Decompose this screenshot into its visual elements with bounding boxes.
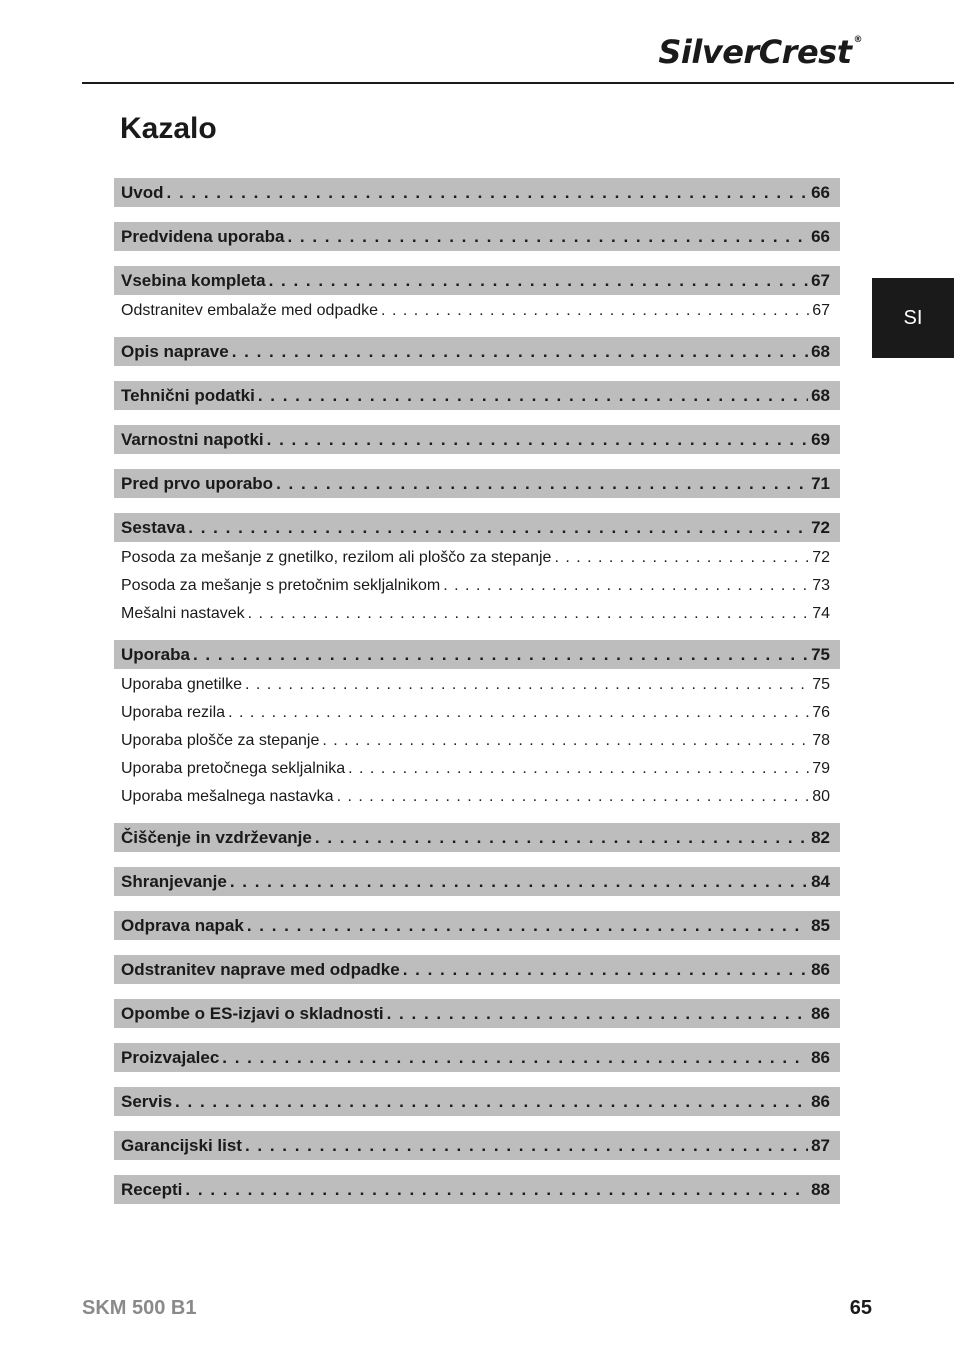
toc-section[interactable] — [114, 337, 840, 366]
header-rule — [82, 82, 954, 84]
toc-entry-label: Varnostni napotki — [121, 430, 264, 449]
toc-entry-label: Opombe o ES-izjavi o skladnosti — [121, 1004, 384, 1023]
toc-entry-label: Posoda za mešanje s pretočnim sekljalnikom — [121, 577, 441, 594]
toc-entry-label: Shranjevanje — [121, 872, 227, 891]
toc-entry-label: Uporaba gnetilke — [121, 676, 242, 693]
dot-leader — [554, 544, 809, 572]
toc-entry-page: 86 — [811, 1004, 830, 1023]
toc-section[interactable] — [114, 911, 840, 940]
table-of-contents — [114, 178, 840, 1204]
toc-entry-label: Sestava — [121, 518, 186, 537]
toc-section[interactable] — [114, 867, 840, 896]
toc-subsection[interactable] — [114, 572, 840, 600]
brand-logo-text: SilverCrest — [658, 33, 852, 71]
dot-leader — [245, 671, 809, 699]
toc-entry-label: Recepti — [121, 1180, 183, 1199]
toc-entry-label: Garancijski list — [121, 1136, 242, 1155]
toc-section[interactable] — [114, 222, 840, 251]
toc-entry-label: Uporaba — [121, 645, 190, 664]
toc-section[interactable] — [114, 999, 840, 1028]
toc-subsection[interactable] — [114, 727, 840, 755]
toc-entry-label: Odprava napak — [121, 916, 244, 935]
dot-leader — [387, 999, 808, 1028]
toc-entry-page: 76 — [812, 704, 830, 721]
toc-entry-page: 82 — [811, 828, 830, 847]
toc-entry-page: 86 — [811, 1092, 830, 1111]
toc-entry-page: 85 — [811, 916, 830, 935]
page-title: Kazalo — [120, 112, 217, 145]
toc-entry-label: Uporaba plošče za stepanje — [121, 732, 320, 749]
dot-leader — [193, 640, 808, 669]
toc-section[interactable] — [114, 381, 840, 410]
dot-leader — [443, 572, 809, 600]
toc-entry-page: 74 — [812, 605, 830, 622]
toc-entry-label: Odstranitev naprave med odpadke — [121, 960, 400, 979]
dot-leader — [245, 1131, 808, 1160]
toc-entry-label: Vsebina kompleta — [121, 271, 266, 290]
toc-entry-page: 66 — [811, 183, 830, 202]
toc-section[interactable] — [114, 1175, 840, 1204]
toc-entry-label: Pred prvo uporabo — [121, 474, 274, 493]
toc-entry-label: Posoda za mešanje z gnetilko, rezilom ali ploščo za stepanje — [121, 549, 552, 566]
toc-entry-page: 66 — [811, 227, 830, 246]
toc-section[interactable] — [114, 640, 840, 669]
toc-subsection[interactable] — [114, 755, 840, 783]
dot-leader — [228, 699, 809, 727]
toc-entry-label: Uvod — [121, 183, 164, 202]
language-tab — [872, 278, 954, 358]
toc-entry-label: Tehnični podatki — [121, 386, 255, 405]
toc-entry-page: 68 — [811, 342, 830, 361]
toc-section[interactable] — [114, 266, 840, 295]
dot-leader — [188, 513, 808, 542]
dot-leader — [276, 469, 808, 498]
registered-mark: ® — [853, 35, 862, 45]
dot-leader — [381, 297, 809, 325]
toc-entry-label: Mešalni nastavek — [121, 605, 245, 622]
toc-entry-page: 84 — [811, 872, 830, 891]
dot-leader — [248, 600, 810, 628]
toc-entry-page: 67 — [812, 302, 830, 319]
toc-section[interactable] — [114, 178, 840, 207]
dot-leader — [337, 783, 810, 811]
language-tab-label: SI — [903, 306, 923, 329]
dot-leader — [247, 911, 808, 940]
dot-leader — [222, 1043, 808, 1072]
dot-leader — [403, 955, 808, 984]
dot-leader — [230, 867, 808, 896]
toc-section[interactable] — [114, 1043, 840, 1072]
toc-entry-page: 78 — [812, 732, 830, 749]
toc-entry-page: 68 — [811, 386, 830, 405]
toc-section[interactable] — [114, 1131, 840, 1160]
toc-subsection[interactable] — [114, 699, 840, 727]
toc-entry-label: Predvidena uporaba — [121, 227, 285, 246]
toc-entry-page: 75 — [811, 645, 830, 664]
toc-subsection[interactable] — [114, 783, 840, 811]
dot-leader — [315, 823, 808, 852]
toc-subsection[interactable] — [114, 671, 840, 699]
dot-leader — [175, 1087, 808, 1116]
dot-leader — [258, 381, 808, 410]
dot-leader — [269, 266, 809, 295]
toc-section[interactable] — [114, 513, 840, 542]
footer-model: SKM 500 B1 — [82, 1297, 197, 1319]
toc-section[interactable] — [114, 823, 840, 852]
toc-entry-label: Servis — [121, 1092, 173, 1111]
toc-entry-page: 71 — [811, 474, 830, 493]
toc-entry-label: Proizvajalec — [121, 1048, 220, 1067]
footer-page-number: 65 — [849, 1297, 872, 1319]
toc-entry-label: Uporaba pretočnega sekljalnika — [121, 760, 346, 777]
dot-leader — [232, 337, 808, 366]
toc-entry-page: 72 — [811, 518, 830, 537]
toc-section[interactable] — [114, 469, 840, 498]
toc-entry-label: Uporaba rezila — [121, 704, 226, 721]
toc-subsection[interactable] — [114, 600, 840, 628]
toc-entry-label: Čiščenje in vzdrževanje — [121, 828, 312, 847]
toc-entry-label: Opis naprave — [121, 342, 229, 361]
toc-entry-label: Uporaba mešalnega nastavka — [121, 788, 334, 805]
toc-entry-page: 86 — [811, 960, 830, 979]
brand-logo — [658, 33, 862, 71]
toc-entry-page: 67 — [811, 271, 830, 290]
toc-entry-page: 75 — [812, 676, 830, 693]
toc-entry-page: 73 — [812, 577, 830, 594]
toc-section[interactable] — [114, 955, 840, 984]
dot-leader — [287, 222, 808, 251]
toc-entry-page: 86 — [811, 1048, 830, 1067]
dot-leader — [185, 1175, 808, 1204]
toc-entry-page: 79 — [812, 760, 830, 777]
toc-section[interactable] — [114, 1087, 840, 1116]
dot-leader — [348, 755, 809, 783]
toc-subsection[interactable] — [114, 544, 840, 572]
toc-subsection[interactable] — [114, 297, 840, 325]
toc-entry-page: 87 — [811, 1136, 830, 1155]
dot-leader — [267, 425, 808, 454]
toc-entry-label: Odstranitev embalaže med odpadke — [121, 302, 379, 319]
toc-section[interactable] — [114, 425, 840, 454]
toc-entry-page: 69 — [811, 430, 830, 449]
toc-entry-page: 72 — [812, 549, 830, 566]
dot-leader — [322, 727, 809, 755]
toc-entry-page: 80 — [812, 788, 830, 805]
toc-entry-page: 88 — [811, 1180, 830, 1199]
dot-leader — [167, 178, 809, 207]
